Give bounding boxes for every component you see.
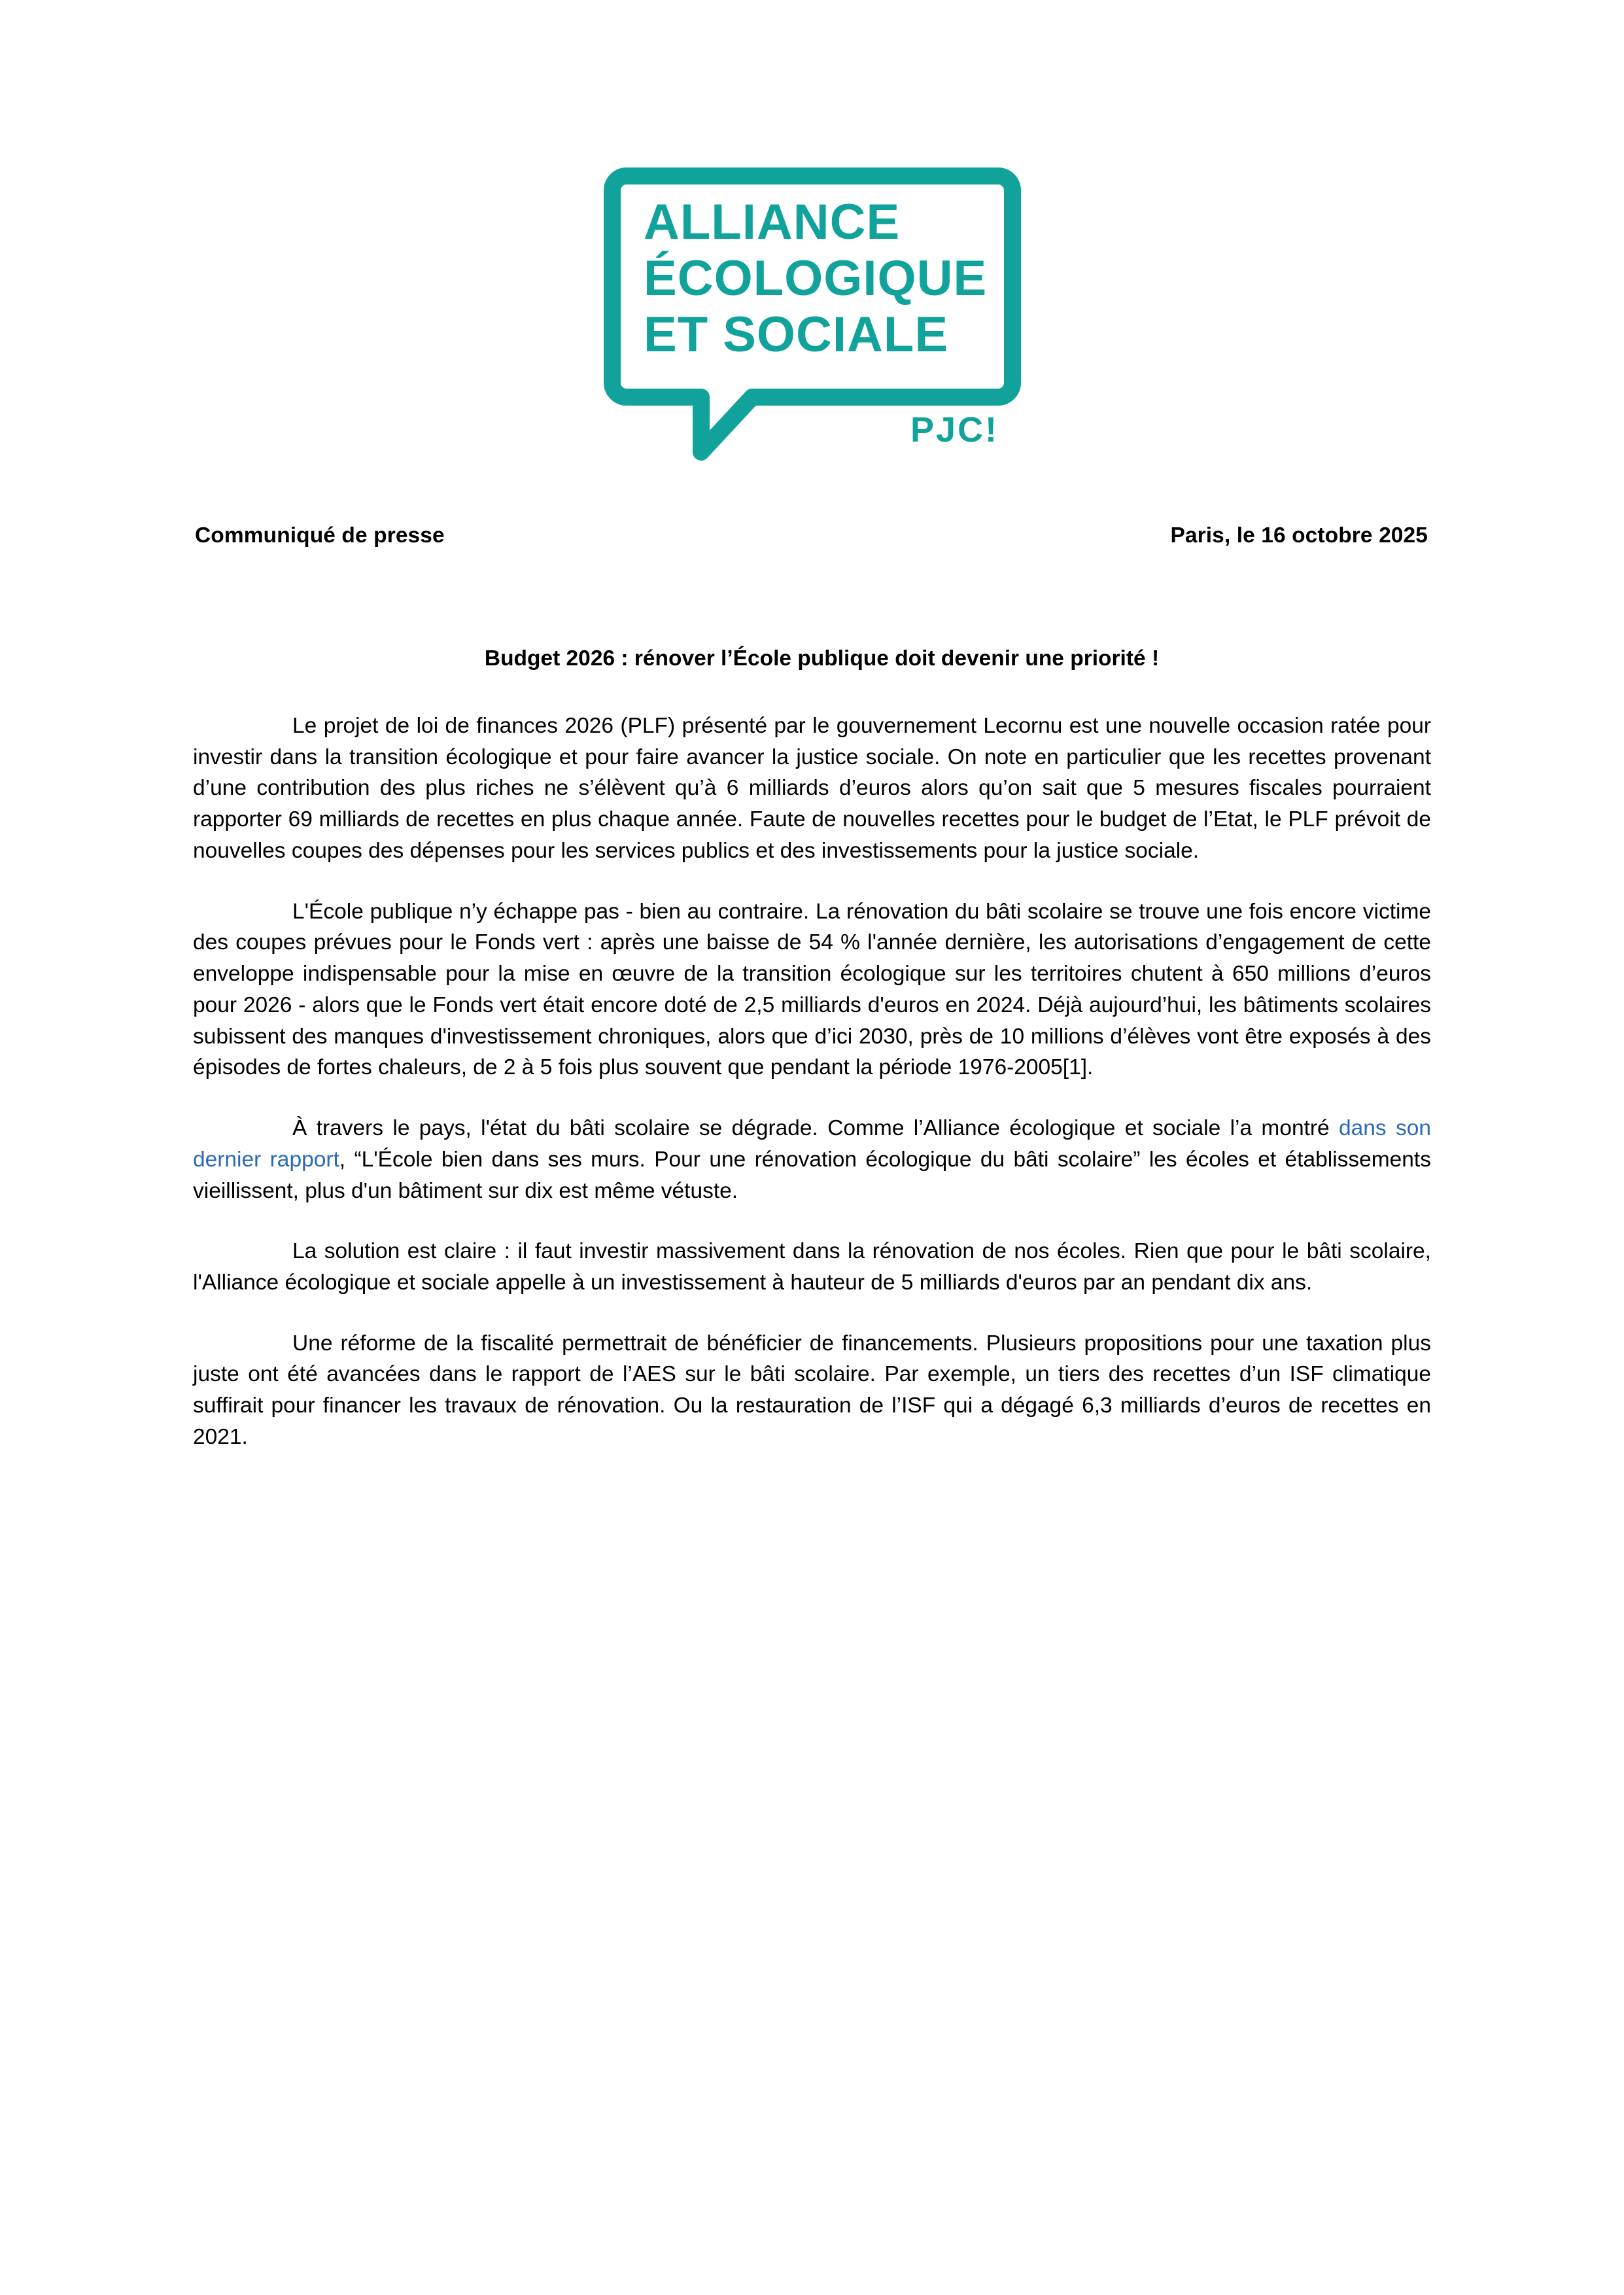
body-paragraph [193, 1113, 1431, 1206]
paragraph-text: À travers le pays, l'état du bâti scolaire se dégrade. Comme l’Alliance écologique et sociale l’a montré [292, 1116, 1339, 1141]
svg-text:ÉCOLOGIQUE: ÉCOLOGIQUE [643, 251, 987, 306]
document-meta-row [193, 523, 1431, 548]
svg-text:ET SOCIALE: ET SOCIALE [643, 307, 948, 362]
paragraph-text: Le projet de loi de finances 2026 (PLF) présenté par le gouvernement Lecornu est une nouvelle occasion ratée pour investir dans la transition écologique et pour faire avancer la justice sociale. On note en particulier que les recettes provenant d’une contribution des plus riches ne s’élèvent qu’à 6 milliards d’euros alors qu’on sait que 5 mesures fiscales pourraient rapporter 69 milliards de recettes en plus chaque année. Faute de nouvelles recettes pour le budget de l’Etat, le PLF prévoit de nouvelles coupes des dépenses pour les services publics et des investissements pour la justice sociale. [193, 714, 1431, 863]
alliance-ecologique-et-sociale-logo [603, 167, 1022, 461]
body-paragraph [193, 1236, 1431, 1298]
document-type-label: Communiqué de presse [195, 523, 445, 548]
document-body [193, 710, 1431, 1453]
paragraph-text: Une réforme de la fiscalité permettrait de bénéficier de financements. Plusieurs propositions pour une taxation plus juste ont été avancées dans le rapport de l’AES sur le bâti scolaire. Par exemple, un tiers des recettes d’un ISF climatique suffirait pour financer les travaux de rénovation. Ou la restauration de l’ISF qui a dégagé 6,3 milliards d’euros de recettes en 2021. [193, 1331, 1431, 1449]
place-date-label: Paris, le 16 octobre 2025 [1170, 523, 1428, 548]
page-title: Budget 2026 : rénover l’École publique doit devenir une priorité ! [484, 646, 1160, 671]
paragraph-text: , “L'École bien dans ses murs. Pour une rénovation écologique du bâti scolaire” les écoles et établissements vieillissent, plus d'un bâtiment sur dix est même vétuste. [193, 1147, 1431, 1203]
svg-text:PJC!: PJC! [910, 410, 999, 449]
body-paragraph [193, 710, 1431, 867]
report-link[interactable]: dans son dernier rapport [193, 1116, 1431, 1172]
paragraph-text: L'École publique n’y échappe pas - bien au contraire. La rénovation du bâti scolaire se trouve une fois encore victime des coupes prévues pour le Fonds vert : après une baisse de 54 % l'année dernière, les autorisations d’engagement de cette enveloppe indispensable pour la mise en œuvre de la transition écologique sur les territoires chutent à 650 millions d’euros pour 2026 - alors que le Fonds vert était encore doté de 2,5 milliards d'euros en 2024. Déjà aujourd’hui, les bâtiments scolaires subissent des manques d'investissement chroniques, alors que d’ici 2030, près de 10 millions d’élèves vont être exposés à des épisodes de fortes chaleurs, de 2 à 5 fois plus souvent que pendant la période 1976-2005[1]. [193, 899, 1431, 1080]
body-paragraph [193, 1328, 1431, 1453]
logo-container [193, 0, 1431, 461]
body-paragraph [193, 896, 1431, 1083]
svg-text:ALLIANCE: ALLIANCE [643, 194, 900, 250]
paragraph-text: La solution est claire : il faut investir massivement dans la rénovation de nos écoles. Rien que pour le bâti scolaire, l'Alliance écologique et sociale appelle à un investissement à hauteur de 5 milliards d'euros par an pendant dix ans. [193, 1239, 1431, 1295]
